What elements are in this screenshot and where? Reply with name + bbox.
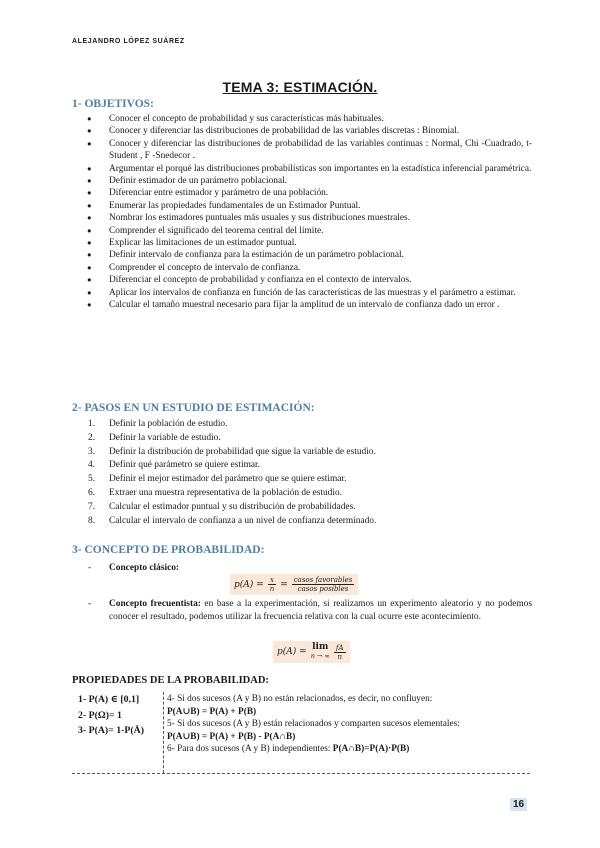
property-2: 2- P(Ω)= 1 <box>78 709 122 721</box>
step-text: Definir la población de estudio. <box>109 419 228 429</box>
section-title-objetivos: 1- OBJETIVOS: <box>72 98 154 110</box>
list-item <box>72 473 532 487</box>
limit-label: lim <box>312 642 329 652</box>
limit-subscript: n → ∞ <box>310 652 330 660</box>
dash-bullet: - <box>88 563 92 573</box>
list-item: ● Argumentar el porqué las distribuciones probabilísticas son importantes en la estadística inferencial paramétrica. <box>72 163 532 175</box>
list-item <box>72 515 532 529</box>
step-text: Extraer una muestra representativa de la población de estudio. <box>109 487 342 498</box>
formula-equals: = <box>280 579 288 590</box>
list-item: ● Enumerar las propiedades fundamentales de un Estimador Puntual. <box>72 200 532 212</box>
property-6-equation: P(A∩B)=P(A)·P(B) <box>332 744 410 755</box>
fraction-denominator: casos posibles <box>297 585 349 593</box>
list-item: ● Comprender el significado del teorema central del límite. <box>72 225 532 237</box>
step-text: Definir la variable de estudio. <box>109 432 221 443</box>
list-item: ● Calcular el tamaño muestral necesario para fijar la amplitud de un intervalo de confianza dado un error . <box>72 299 532 311</box>
page-title: TEMA 3: ESTIMACIÓN. <box>222 79 378 95</box>
section-title-pasos: 2- PASOS EN UN ESTUDIO DE ESTIMACIÓN: <box>72 402 315 414</box>
property-1: 1- P(A) ∈ [0,1] <box>78 694 140 705</box>
property-5-equation: P(A∪B) = P(A) + P(B) - P(A∩B) <box>167 731 296 742</box>
formula-lhs: p(A) = <box>234 579 264 590</box>
step-text: Definir la distribución de probabilidad que sigue la variable de estudio. <box>109 446 376 457</box>
step-number: 2. <box>88 432 96 443</box>
horizontal-divider <box>72 773 530 774</box>
concept-text: en base a la experimentación, si realizamos un experimento aleatorio y no podemos conocer el resultado, podemos utilizar la frecuencia relativa con la cual ocurre este acontecimiento. <box>109 599 532 622</box>
formula-clasica <box>230 574 358 595</box>
fraction-numerator: casos favorables <box>293 576 353 584</box>
concepto-clasico <box>72 562 532 575</box>
list-item <box>72 446 532 460</box>
step-text: Calcular el intervalo de confianza a un nivel de confianza determinado. <box>109 515 377 526</box>
formula-lhs: p(A) = <box>277 647 307 657</box>
section-title-probabilidad: 3- CONCEPTO DE PROBABILIDAD: <box>72 544 265 556</box>
step-number: 1. <box>88 419 96 429</box>
list-item: ● Conocer y diferenciar las distribuciones de probabilidad de las variables continuas : Normal, Chi -Cuadrado, t-Student , F -Snedecor . <box>72 138 532 163</box>
step-text: Definir qué parámetro se quiere estimar. <box>109 460 260 471</box>
step-number: 6. <box>88 487 96 498</box>
pasos-list <box>72 418 532 528</box>
step-number: 7. <box>88 501 96 512</box>
property-4-equation: P(A∪B) = P(A) + P(B) <box>167 706 257 717</box>
list-item: ● Comprender el concepto de intervalo de confianza. <box>72 262 532 274</box>
header-author: ALEJANDRO LÓPEZ SUÁREZ <box>72 38 185 45</box>
fraction-denominator: n <box>269 585 275 593</box>
propiedades-title: PROPIEDADES DE LA PROBABILIDAD: <box>72 675 269 686</box>
step-number: 4. <box>88 460 96 471</box>
list-item: ● Nombrar los estimadores puntuales más usuales y sus distribuciones muestrales. <box>72 212 532 224</box>
list-item <box>72 487 532 501</box>
step-number: 5. <box>88 474 96 485</box>
objetivos-list <box>72 113 532 312</box>
dash-bullet: - <box>88 599 92 609</box>
list-item: ● Aplicar los intervalos de confianza en función de las características de las muestras y el parámetro a estimar. <box>72 287 532 299</box>
property-6-text: 6- Para dos sucesos (A y B) independientes: <box>167 744 333 755</box>
list-item <box>72 459 532 473</box>
concept-label: Concepto frecuentista: <box>109 599 201 609</box>
list-item: ● Conocer el concepto de probabilidad y sus características más habituales. <box>72 113 532 125</box>
property-5-text: 5- Si dos sucesos (A y B) están relacionados y comparten sucesos elementales: <box>167 719 460 730</box>
vertical-divider <box>163 692 164 773</box>
fraction-numerator: x <box>269 576 274 584</box>
propiedades-sucesos <box>167 693 537 756</box>
list-item: ● Explicar las limitaciones de un estimador puntual. <box>72 237 532 249</box>
page-number: 16 <box>510 798 527 811</box>
concepto-frecuentista <box>72 598 532 623</box>
limit-operator <box>311 643 330 661</box>
list-item: ● Diferenciar entre estimador y parámetro de una población. <box>72 187 532 199</box>
fraction-casos <box>292 576 355 593</box>
formula-frecuentista <box>273 641 350 663</box>
property-6 <box>167 743 537 756</box>
fraction-fa-n <box>334 644 346 661</box>
fraction-denominator: n <box>337 652 342 661</box>
propiedades-basicas <box>72 692 160 739</box>
property-3: 3- P(A)= 1-P(Ā) <box>78 725 144 736</box>
step-text: Calcular el estimador puntual y su distribución de probabilidades. <box>109 501 356 512</box>
step-number: 3. <box>88 446 96 457</box>
list-item: ● Definir intervalo de confianza para la estimación de un parámetro poblacional. <box>72 249 532 261</box>
concept-label: Concepto clásico: <box>109 563 180 573</box>
list-item: ● Definir estimador de un parámetro poblacional. <box>72 175 532 187</box>
step-text: Definir el mejor estimador del parámetro que se quiere estimar. <box>109 474 347 485</box>
step-number: 8. <box>88 515 96 526</box>
fraction-x-n <box>268 576 277 593</box>
list-item <box>72 432 532 446</box>
list-item <box>72 418 532 432</box>
list-item <box>72 501 532 515</box>
fraction-numerator: fA <box>335 643 344 652</box>
property-4-text: 4- Si dos sucesos (A y B) no están relacionados, es decir, no confluyen: <box>167 694 433 704</box>
list-item: ● Diferenciar el concepto de probabilidad y confianza en el contexto de intervalos. <box>72 274 532 286</box>
list-item: ● Conocer y diferenciar las distribuciones de probabilidad de las variables discretas : Binomial. <box>72 125 532 137</box>
